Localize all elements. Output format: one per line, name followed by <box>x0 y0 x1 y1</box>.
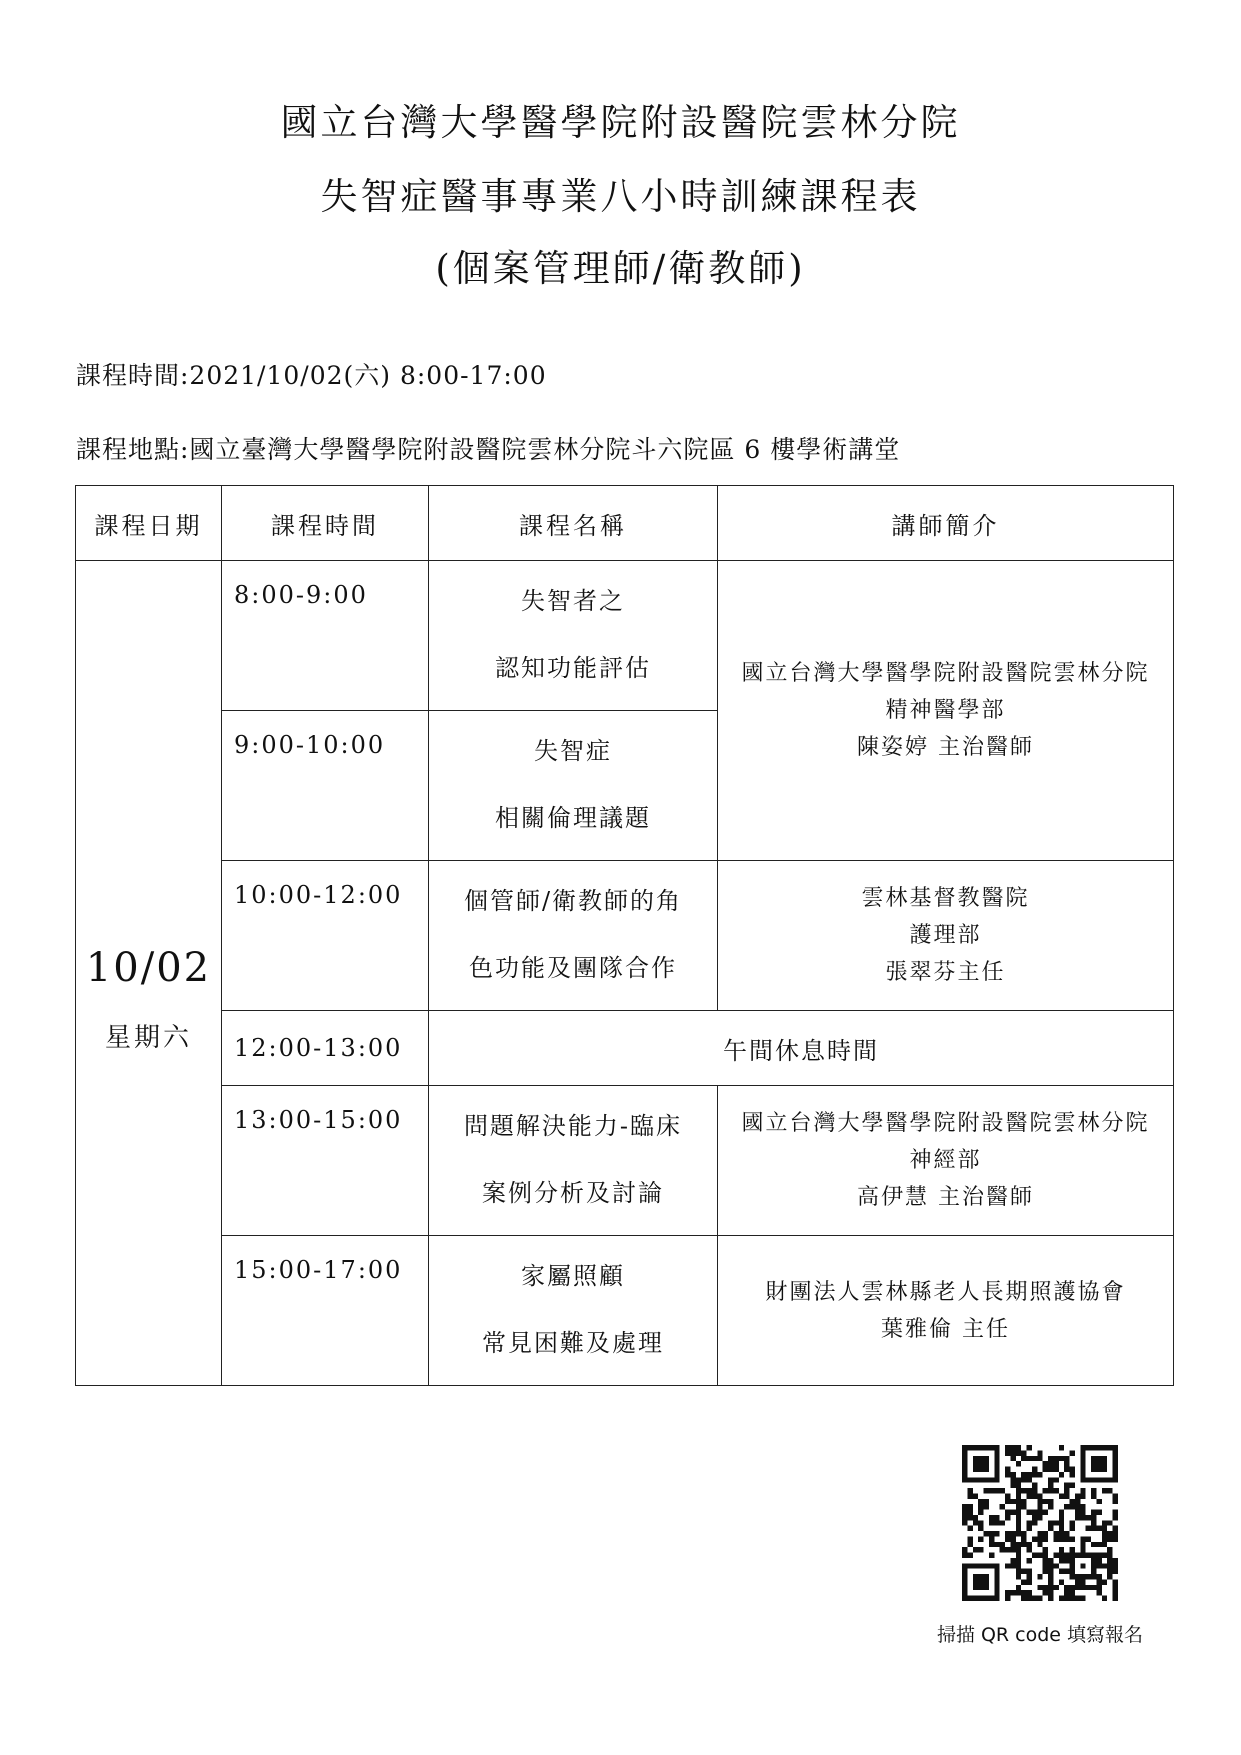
lecturer-dept: 精神醫學部 <box>885 698 1006 723</box>
course-line-1: 問題解決能力-臨床 <box>463 1112 683 1140</box>
lecturer-name: 葉雅倫 主任 <box>881 1316 1010 1342</box>
course-line-1: 家屬照顧 <box>521 1262 625 1290</box>
time-cell: 9:00-10:00 <box>222 711 429 861</box>
lecturer-cell <box>718 561 1174 861</box>
table-row <box>76 861 1174 1011</box>
qr-caption: 掃描 QR code 填寫報名 <box>936 1624 1144 1646</box>
time-cell: 12:00-13:00 <box>222 1011 429 1086</box>
header-course: 課程名稱 <box>429 486 718 561</box>
table-row <box>76 561 1174 711</box>
course-date: 10/02 <box>85 945 212 991</box>
course-cell <box>429 1236 718 1386</box>
course-line-2: 認知功能評估 <box>495 654 651 682</box>
lecturer-cell <box>718 1236 1174 1386</box>
lecturer-name: 陳姿婷 主治醫師 <box>857 735 1034 760</box>
table-row <box>76 1086 1174 1236</box>
title-hospital: 國立台灣大學醫學院附設醫院雲林分院 <box>280 101 961 144</box>
lecturer-org: 財團法人雲林縣老人長期照護協會 <box>765 1279 1126 1305</box>
lecturer-org: 國立台灣大學醫學院附設醫院雲林分院 <box>741 1111 1150 1136</box>
time-cell: 10:00-12:00 <box>222 861 429 1011</box>
course-line-2: 常見困難及處理 <box>482 1329 664 1357</box>
lecturer-name: 高伊慧 主治醫師 <box>857 1185 1034 1210</box>
lecturer-name: 張翠芬主任 <box>885 960 1006 985</box>
course-cell <box>429 711 718 861</box>
course-line-1: 失智症 <box>534 737 612 765</box>
course-cell <box>429 561 718 711</box>
lecturer-dept: 護理部 <box>909 923 982 948</box>
course-time-info: 課程時間:2021/10/02(六) 8:00-17:00 <box>76 361 547 390</box>
course-location-info: 課程地點:國立臺灣大學醫學院附設醫院雲林分院斗六院區 6 樓學術講堂 <box>76 435 901 464</box>
table-row <box>76 1011 1174 1086</box>
date-cell <box>76 561 222 1386</box>
header-time: 課程時間 <box>222 486 429 561</box>
title-audience: (個案管理師/衛教師) <box>435 247 806 290</box>
table-row <box>76 1236 1174 1386</box>
course-line-2: 色功能及團隊合作 <box>469 954 677 982</box>
registration-qr-code[interactable] <box>962 1445 1118 1601</box>
course-line-1: 個管師/衛教師的角 <box>463 887 683 915</box>
lecturer-cell <box>718 861 1174 1011</box>
lecturer-org: 雲林基督教醫院 <box>861 886 1030 911</box>
title-course: 失智症醫事專業八小時訓練課程表 <box>320 175 921 218</box>
course-cell <box>429 861 718 1011</box>
time-cell: 8:00-9:00 <box>222 561 429 711</box>
lunch-break-cell: 午間休息時間 <box>429 1011 1174 1086</box>
lecturer-org: 國立台灣大學醫學院附設醫院雲林分院 <box>741 661 1150 686</box>
header-lecturer: 講師簡介 <box>718 486 1174 561</box>
lecturer-cell <box>718 1086 1174 1236</box>
course-line-1: 失智者之 <box>521 587 625 615</box>
table-header-row <box>76 486 1174 561</box>
course-line-2: 案例分析及討論 <box>482 1179 664 1207</box>
header-date: 課程日期 <box>76 486 222 561</box>
course-cell <box>429 1086 718 1236</box>
course-weekday: 星期六 <box>104 1023 192 1053</box>
course-line-2: 相關倫理議題 <box>495 804 651 832</box>
lecturer-dept: 神經部 <box>909 1148 982 1173</box>
time-cell: 13:00-15:00 <box>222 1086 429 1236</box>
time-cell: 15:00-17:00 <box>222 1236 429 1386</box>
schedule-table <box>75 485 1174 1386</box>
